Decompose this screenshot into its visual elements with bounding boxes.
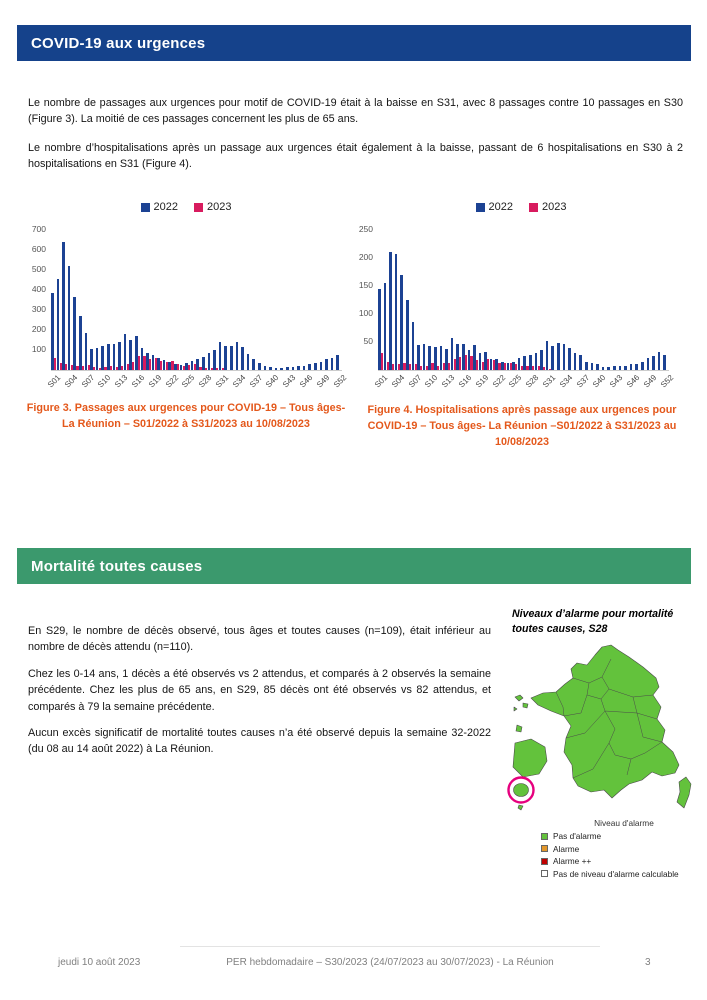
footer-separator bbox=[180, 946, 600, 947]
figure4-bar-chart bbox=[352, 200, 690, 399]
bar-group-S52 bbox=[663, 355, 669, 370]
map-title: Niveaux d’alarme pour mortalité toutes causes, S28 bbox=[512, 608, 674, 635]
martinique bbox=[516, 725, 522, 732]
red-square-icon bbox=[541, 858, 548, 865]
chart-legend bbox=[352, 200, 690, 214]
mayotte bbox=[518, 805, 523, 810]
plot-area bbox=[51, 230, 342, 371]
corsica bbox=[677, 777, 691, 808]
green-square-icon bbox=[541, 833, 548, 840]
guadeloupe-3 bbox=[514, 707, 517, 711]
orange-square-icon bbox=[541, 845, 548, 852]
covid-paragraph-1: Le nombre de passages aux urgences pour motif de COVID-19 était à la baisse en S31, avec 8 passages contre 10 passages en S30 (Figure 3). La moitié de ces passages concernent les plus de 65 ans. bbox=[28, 96, 683, 126]
legend-entry-2022: 2022 bbox=[476, 201, 513, 213]
footer-page-number: 3 bbox=[645, 957, 651, 968]
france-mainland bbox=[531, 645, 679, 798]
figure4-caption: Figure 4. Hospitalisations après passage aux urgences pour COVID-19 – Tous âges- La Réunion –S01/2022 à S31/2023 au 10/08/2023 bbox=[367, 404, 677, 449]
legend-item-non-calculable bbox=[541, 869, 707, 879]
legend-label: Pas de niveau d'alarme calculable bbox=[553, 868, 679, 879]
section-header-mortalite bbox=[17, 548, 691, 584]
map-legend-title: Niveau d'alarme bbox=[594, 818, 654, 828]
x-axis-labels: S01 S04 S07 S10 S13 S16 S19 S22 S25 S28 S31 S34 S37 S40 S43 S46 S49 S52 bbox=[372, 373, 675, 390]
chart-legend bbox=[25, 200, 347, 214]
legend-label: Pas d'alarme bbox=[553, 831, 602, 841]
legend-swatch-icon bbox=[529, 203, 538, 212]
legend-label: Alarme ++ bbox=[553, 856, 592, 866]
figure3-bar-chart bbox=[25, 200, 347, 399]
x-axis-labels: S01 S04 S07 S10 S13 S16 S19 S22 S25 S28 S31 S34 S37 S40 S43 S46 S49 S52 bbox=[45, 373, 348, 390]
france-alarm-map bbox=[505, 637, 705, 819]
map-legend bbox=[541, 818, 707, 881]
mortality-paragraph-1: En S29, le nombre de décès observé, tous âges et toutes causes (n=109), était inférieur au nombre de décès attendu (n=110). bbox=[28, 624, 491, 654]
guadeloupe bbox=[515, 695, 523, 701]
legend-label: Alarme bbox=[553, 843, 580, 854]
guyane bbox=[513, 739, 547, 777]
mortality-paragraph-3: Aucun excès significatif de mortalité toutes causes n’a été observé depuis la semaine 32-2022 (du 08 au 14 août 2022) à La Réunion. bbox=[28, 726, 491, 756]
footer-document-title: PER hebdomadaire – S30/2023 (24/07/2023 au 30/07/2023) - La Réunion bbox=[226, 957, 554, 968]
legend-item-pas-alarme bbox=[541, 831, 707, 841]
mortality-paragraph-2: Chez les 0-14 ans, 1 décès a été observés vs 2 attendus, et comparés à 2 observés la semaine précédente. Chez les plus de 65 ans, en S29, 85 décès ont été observés vs 82 attendus, et comparés à 79 la semaine précédente. bbox=[28, 667, 491, 713]
footer-date: jeudi 10 août 2023 bbox=[58, 957, 141, 968]
legend-entry-2023: 2023 bbox=[529, 201, 566, 213]
legend-item-alarme-plus bbox=[541, 856, 707, 866]
section-header-covid-urgences bbox=[17, 25, 691, 61]
bar-group-S52 bbox=[336, 355, 342, 370]
legend-entry-2023: 2023 bbox=[194, 201, 231, 213]
section-title: COVID-19 aux urgences bbox=[31, 34, 206, 52]
covid-paragraph-2: Le nombre d’hospitalisations après un passage aux urgences était également à la baisse, passant de 6 hospitalisations en S30 à 2 hospitalisations en S31 (Figure 4). bbox=[28, 141, 683, 171]
y-axis-labels: 100 200 300 400 500 600 700 bbox=[31, 224, 46, 354]
legend-swatch-icon bbox=[194, 203, 203, 212]
section-title: Mortalité toutes causes bbox=[31, 557, 203, 575]
legend-entry-2022: 2022 bbox=[141, 201, 178, 213]
guadeloupe-2 bbox=[523, 703, 528, 708]
la-reunion bbox=[514, 784, 529, 797]
legend-item-alarme bbox=[541, 844, 707, 854]
legend-swatch-icon bbox=[141, 203, 150, 212]
y-axis-labels: 50 100 150 200 250 bbox=[358, 224, 373, 346]
plot-area bbox=[378, 230, 669, 371]
white-square-icon bbox=[541, 870, 548, 877]
figure3-caption: Figure 3. Passages aux urgences pour COVID-19 – Tous âges- La Réunion – S01/2022 à S31/2023 au 10/08/2023 bbox=[26, 402, 346, 431]
legend-swatch-icon bbox=[476, 203, 485, 212]
